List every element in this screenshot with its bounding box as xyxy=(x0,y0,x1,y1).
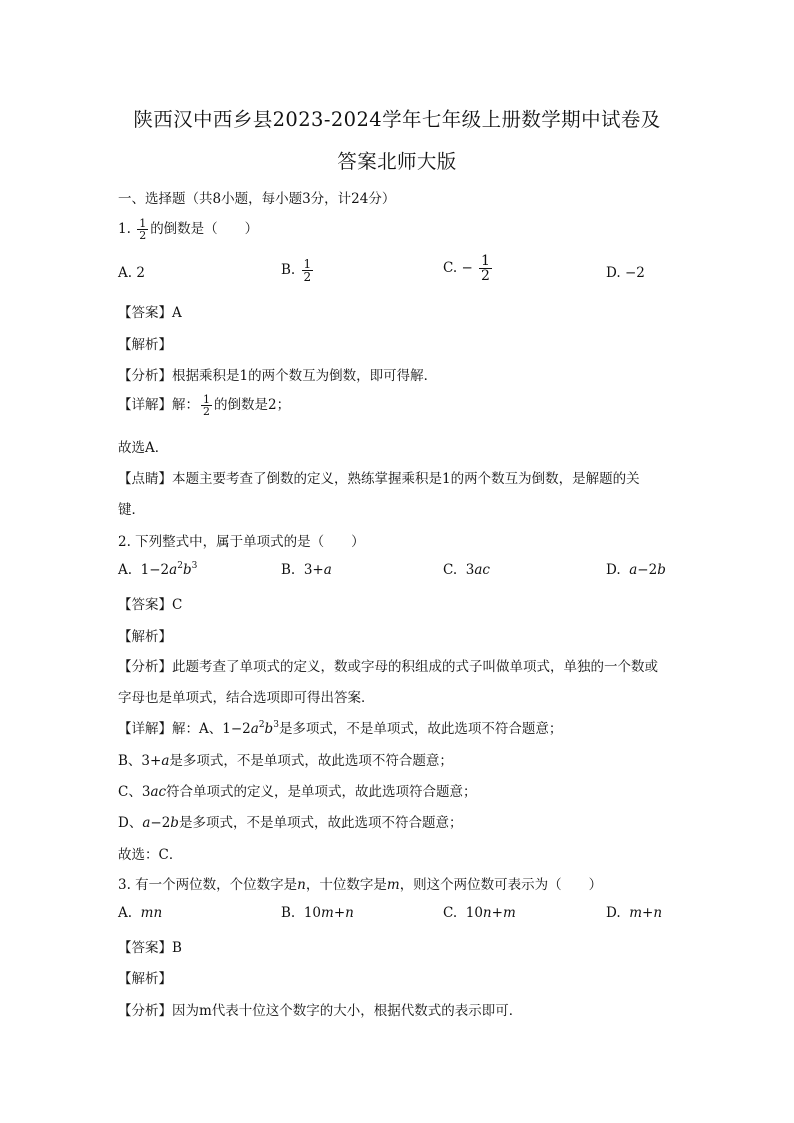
q2-c-expr xyxy=(466,562,490,578)
q1-b-den: 2 xyxy=(303,270,312,284)
q2-detail-a-const: 1−2 xyxy=(222,721,251,737)
q1-frac-num: 1 xyxy=(139,217,147,230)
q2-fenxi-text: 此题考查了单项式的定义，数或字母的积组成的式子叫做单项式，单独的一个数或 xyxy=(172,659,658,675)
q3-stem-mid: ，十位数字是 xyxy=(305,877,387,893)
q2-c-pre: 3 xyxy=(465,562,475,578)
q1-b-fraction xyxy=(302,258,314,283)
q2-option-d xyxy=(606,562,666,578)
q2-detail-c-pre: C、 xyxy=(118,784,142,800)
section-heading: 一、选择题（共8小题，每小题3分，计24分） xyxy=(118,191,396,207)
q1-detail-post: 的倒数是2； xyxy=(214,397,291,413)
q1-option-c xyxy=(443,254,494,283)
q3-c-label: C. xyxy=(443,905,458,921)
q2-detail-b-pre: B、 xyxy=(118,753,142,769)
q3-b-plus: + xyxy=(333,905,346,921)
q2-detail-b xyxy=(118,749,453,769)
q1-c-sign: − xyxy=(461,260,473,276)
q2-d-mid: −2 xyxy=(637,562,658,578)
q2-detail-a-pre: 解：A、 xyxy=(172,721,223,737)
q3-analysis-label: 【解析】 xyxy=(118,971,172,987)
q1-detail-den: 2 xyxy=(203,405,210,418)
q2-detail-a-expr xyxy=(222,721,279,737)
q2-detail-c-expr xyxy=(142,784,166,800)
q1-c-den: 2 xyxy=(481,268,490,284)
doc-title-line1: 陕西汉中西乡县2023-2024学年七年级上册数学期中试卷及 xyxy=(133,108,661,131)
q3-answer-label: 【答案】 xyxy=(118,940,172,956)
q1-a-value: 2 xyxy=(136,265,145,281)
q2-a-pre: 1−2 xyxy=(140,562,170,578)
q2-c-label: C. xyxy=(443,562,458,578)
q1-c-num: 1 xyxy=(481,253,490,269)
q2-a-expr xyxy=(141,562,198,578)
q1-detail-fraction xyxy=(201,394,212,417)
q1-answer-value: A xyxy=(172,305,182,321)
q1-fenxi xyxy=(118,364,437,384)
q2-fenxi-label: 【分析】 xyxy=(118,659,172,675)
q3-d-plus: + xyxy=(642,905,654,921)
q2-detail-c xyxy=(118,780,477,800)
q1-frac-den: 2 xyxy=(139,229,147,242)
q3-answer-value: B xyxy=(172,940,182,956)
q1-answer xyxy=(118,301,182,321)
q1-detail-num: 1 xyxy=(203,393,210,406)
q1-detail xyxy=(118,393,290,417)
q2-option-b xyxy=(281,562,332,578)
q1-detail-label: 【详解】 xyxy=(118,397,172,413)
q3-b-label: B. xyxy=(281,905,296,921)
q1-dianjing-2: 键． xyxy=(118,502,145,518)
q2-detail-d-var2: b xyxy=(170,815,179,831)
q2-b-expr xyxy=(304,562,332,578)
q3-fenxi-text: 因为m代表十位这个数字的大小，根据代数式的表示即可． xyxy=(172,1003,523,1019)
q3-c-var1: n xyxy=(482,905,492,921)
q3-stem-pre: 3. 有一个两位数，个位数字是 xyxy=(118,877,298,893)
q2-b-pre: 3+ xyxy=(303,562,324,578)
q2-a-exp2: 3 xyxy=(191,561,198,571)
q2-detail-d xyxy=(118,811,462,831)
q1-c-label: C. xyxy=(443,260,458,276)
q1-dianjing-1 xyxy=(118,467,640,487)
q3-answer xyxy=(118,936,182,956)
q1-fenxi-label: 【分析】 xyxy=(118,368,172,384)
doc-title-line2: 答案北师大版 xyxy=(337,150,457,173)
q2-detail-d-expr xyxy=(142,815,179,831)
q1-a-label: A. xyxy=(118,265,133,281)
q3-fenxi-label: 【分析】 xyxy=(118,1003,172,1019)
q2-fenxi-2: 字母也是单项式，结合选项即可得出答案． xyxy=(118,690,375,706)
q2-a-label: A. xyxy=(118,562,133,578)
q3-option-a xyxy=(118,905,162,921)
q2-a-var2: b xyxy=(182,562,192,578)
q3-stem-post: ，则这个两位数可表示为（ ） xyxy=(399,877,603,893)
q2-detail-a xyxy=(118,717,562,737)
q3-b-pre: 10 xyxy=(303,905,321,921)
q2-answer xyxy=(118,593,182,613)
q2-detail-d-pre: D、 xyxy=(118,815,143,831)
q1-detail-pre: 解： xyxy=(172,397,199,413)
q2-option-a xyxy=(118,562,197,578)
q3-d-expr xyxy=(629,905,662,921)
q1-number: 1. xyxy=(118,221,131,237)
q2-detail-b-const: 3+ xyxy=(141,753,162,769)
q2-c-var: ac xyxy=(474,562,490,578)
q3-c-expr xyxy=(466,905,516,921)
q3-fenxi xyxy=(118,999,522,1019)
q1-stem-text: 的倒数是（ ） xyxy=(150,221,259,237)
q2-detail-a-var1: a xyxy=(250,721,259,737)
q1-option-d xyxy=(606,265,645,281)
q2-detail-b-post: 是多项式，不是单项式，故此选项不符合题意； xyxy=(169,753,453,769)
q3-a-label: A. xyxy=(118,905,133,921)
q3-option-c xyxy=(443,905,516,921)
q3-d-label: D. xyxy=(606,905,621,921)
q2-detail-b-var: a xyxy=(161,753,170,769)
q1-choose: 故选A． xyxy=(118,440,169,456)
q1-stem xyxy=(118,217,258,241)
q2-answer-value: C xyxy=(172,597,183,613)
q2-fenxi-1 xyxy=(118,655,658,675)
q1-dianjing-text: 本题主要考查了倒数的定义，熟练掌握乘积是1的两个数互为倒数，是解题的关 xyxy=(172,471,640,487)
q3-option-d xyxy=(606,905,662,921)
q3-d-var2: n xyxy=(653,905,663,921)
q2-detail-a-var2: b xyxy=(264,721,274,737)
q2-detail-c-post: 符合单项式的定义，是单项式，故此选项符合题意； xyxy=(166,784,477,800)
q2-d-expr xyxy=(629,562,666,578)
q2-option-c xyxy=(443,562,490,578)
q2-a-var1: a xyxy=(169,562,178,578)
q1-answer-label: 【答案】 xyxy=(118,305,172,321)
q2-detail-label: 【详解】 xyxy=(118,721,172,737)
q1-fraction xyxy=(137,218,148,241)
q3-c-pre: 10 xyxy=(465,905,483,921)
q3-b-var1: m xyxy=(321,905,334,921)
q3-c-var2: m xyxy=(502,905,516,921)
q2-b-label: B. xyxy=(281,562,296,578)
q2-analysis-label: 【解析】 xyxy=(118,629,172,645)
q3-b-expr xyxy=(304,905,354,921)
q3-option-b xyxy=(281,905,354,921)
q3-d-var1: m xyxy=(629,905,643,921)
q1-option-a xyxy=(118,265,145,281)
q2-choose: 故选：C． xyxy=(118,847,183,863)
q2-detail-a-post: 是多项式，不是单项式，故此选项不符合题意； xyxy=(278,721,563,737)
q1-d-label: D. xyxy=(606,265,621,281)
q1-b-label: B. xyxy=(281,262,296,278)
q2-stem: 2. 下列整式中，属于单项式的是（ ） xyxy=(118,534,365,550)
q1-fenxi-text: 根据乘积是1的两个数互为倒数，即可得解． xyxy=(172,368,438,384)
q2-a-exp1: 2 xyxy=(177,561,183,571)
q2-detail-c-var: ac xyxy=(150,784,167,800)
q2-detail-a-exp1: 2 xyxy=(258,720,265,730)
q2-detail-d-post: 是多项式，不是单项式，故此选项不符合题意； xyxy=(178,815,463,831)
q2-answer-label: 【答案】 xyxy=(118,597,172,613)
q2-b-var: a xyxy=(323,562,332,578)
q1-b-num: 1 xyxy=(303,257,312,271)
q2-d-var1: a xyxy=(629,562,638,578)
q1-c-fraction xyxy=(479,254,492,283)
q3-var-m: m xyxy=(386,877,400,893)
q2-detail-a-exp2: 3 xyxy=(273,720,279,730)
q1-analysis-label: 【解析】 xyxy=(118,337,172,353)
q2-d-label: D. xyxy=(606,562,621,578)
q2-detail-d-mid: −2 xyxy=(150,815,171,831)
q3-a-expr: mn xyxy=(140,905,163,921)
q3-c-plus: + xyxy=(491,905,503,921)
q1-d-value: −2 xyxy=(624,265,645,281)
q2-detail-c-const: 3 xyxy=(141,784,151,800)
q3-stem xyxy=(118,873,602,893)
q1-option-b xyxy=(281,258,315,283)
q2-d-var2: b xyxy=(657,562,666,578)
q3-b-var2: n xyxy=(345,905,354,921)
q2-detail-d-var1: a xyxy=(142,815,151,831)
q3-var-n: n xyxy=(297,877,306,893)
q2-detail-b-expr xyxy=(141,753,169,769)
q1-dianjing-label: 【点睛】 xyxy=(118,471,172,487)
